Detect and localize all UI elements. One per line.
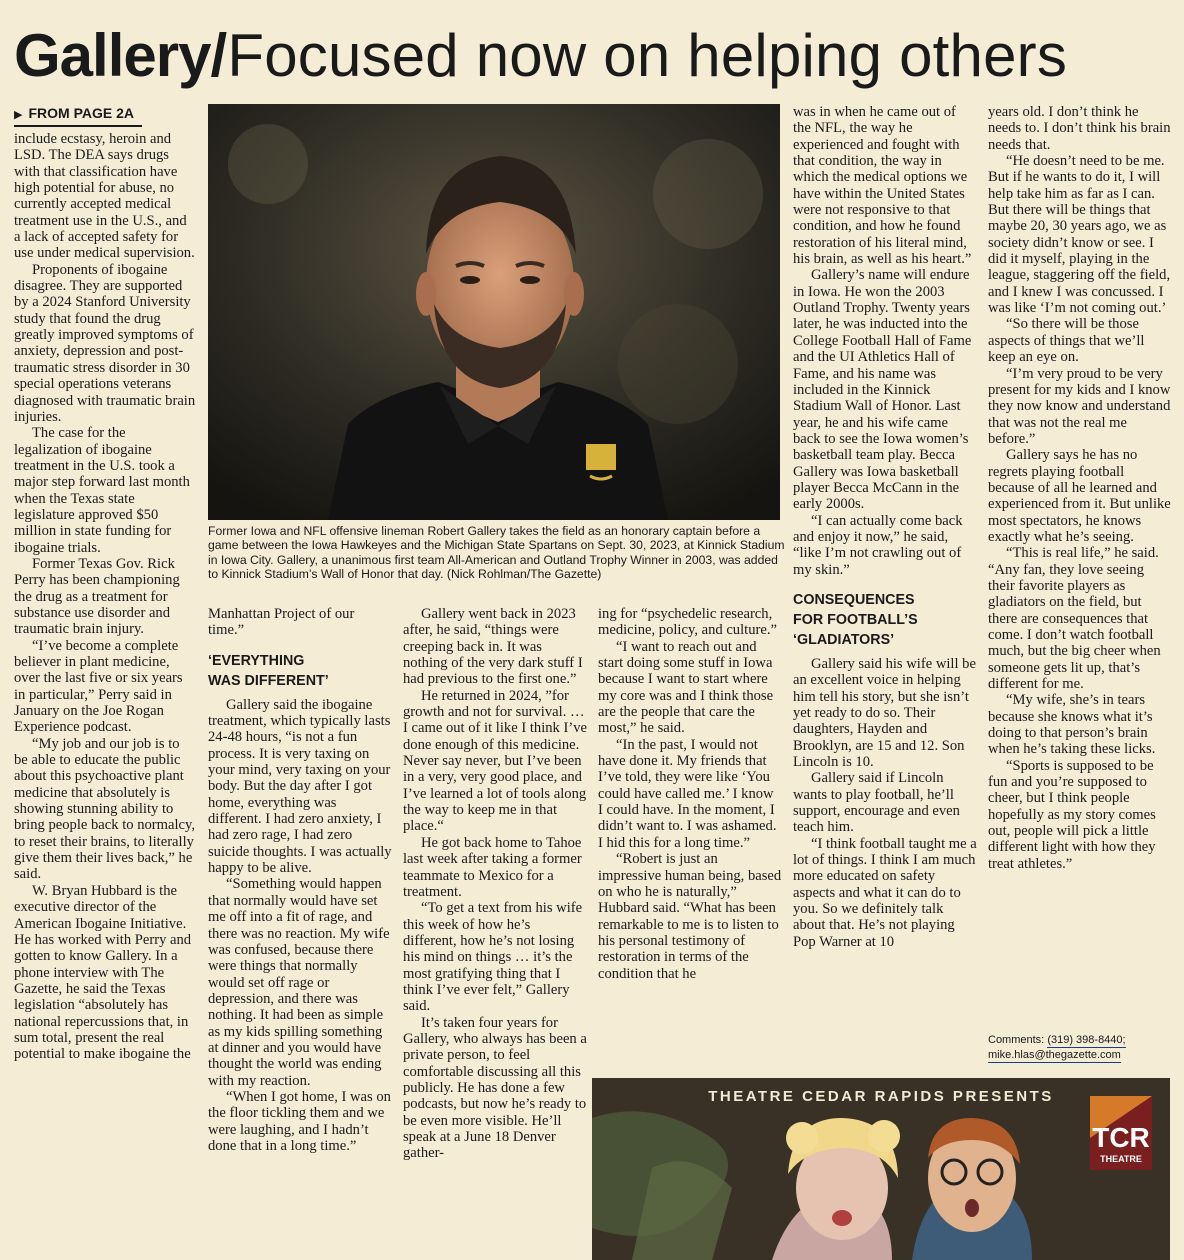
subhead-line: ‘EVERYTHING: [208, 652, 305, 669]
play-arrow-icon: ▶: [14, 109, 23, 121]
headline-bold: Gallery: [14, 22, 211, 89]
paragraph: “I’ve become a complete believer in plant medicine, over the last five or six years in particular,” Perry said in January on the Joe Rogan Experience podcast.: [14, 637, 183, 736]
paragraph: “I want to reach out and start doing some stuff in Iowa because I want to start where my core was and I think those are the people that care the most,” he said.: [598, 638, 774, 737]
paragraph: Gallery went back in 2023 after, he said, “things were creeping back in. It was nothing of the very dark stuff I had previous to the first one.”: [403, 606, 583, 688]
paragraph: “Robert is just an impressive human being, based on who he is naturally,” Hubbard said. “What has been remarkable to me is to listen to his personal testimony of restoration in terms of the condition that he: [598, 851, 782, 982]
paragraph: Gallery said his wife will be an excellent voice in helping him tell his story, but she isn’t yet ready to do so. Their daughters, Hayden and Brooklyn, are 15 and 12. Son Lincoln is 10.: [793, 655, 976, 771]
paragraph: “Sports is supposed to be fun and you’re supposed to cheer, but I think people hopefully as my story comes out, people will pick a little different light with how they treat athletes.”: [988, 757, 1156, 872]
article-column-3: [403, 606, 587, 1254]
article-column-6: [988, 104, 1171, 1026]
paragraph: He got back home to Tahoe last week after taking a former teammate to Mexico for a treatment.: [403, 834, 582, 900]
article-column-4: [598, 606, 782, 1070]
paragraph: Gallery said the ibogaine treatment, which typically lasts 24-48 hours, “is not a fun process. It is very taxing on your mind, very taxing on your body. But the day after I got home, everything was different. I had zero anxiety, I had zero rage, I had zero suicide thoughts. I was actually happy to be alive.: [208, 696, 392, 877]
headline-slash: /: [210, 22, 228, 89]
comments-phone-link[interactable]: (319) 398-8440;: [1047, 1034, 1126, 1046]
subhead-line: WAS DIFFERENT’: [208, 672, 329, 689]
article-column-5: [793, 104, 977, 1068]
paragraph: Manhattan Project of our time.”: [208, 606, 355, 639]
paragraph: He returned in 2024, ”for growth and not for survival. … I came out of it like I think I’ve done enough of this medicine. Never say never, but I’ve been in a very, very good place, and I’ve learned a lot of tools along the way to keep me in that place.“: [403, 687, 587, 835]
article-column-1: [14, 104, 196, 1254]
comments-email-link[interactable]: mike.hlas@thegazette.com: [988, 1049, 1121, 1061]
subhead-line: CONSEQUENCES: [793, 591, 915, 608]
paragraph: “When I got home, I was on the floor tickling them and we were laughing, and I hadn’t done that in a long time.”: [208, 1088, 391, 1154]
paragraph: W. Bryan Hubbard is the executive director of the American Ibogaine Initiative. He has worked with Perry and gotten to know Gallery. In a phone interview with The Gazette, he said the Texas legislation “absolutely has national repercussions that, in sum total, present the real potential to make ibogaine the: [14, 882, 192, 1063]
paragraph: was in when he came out of the NFL, the way he experienced and fought with that condition, the way in which the medical options we have within the United States were not responsive to that condition, and how he found restoration of his literal mind, his brain, as well as his heart.”: [793, 104, 972, 268]
paragraph: ing for “psychedelic research, medicine, policy, and culture.”: [598, 606, 777, 639]
headline: [14, 14, 1174, 98]
ad-headline: THEATRE CEDAR RAPIDS PRESENTS: [708, 1088, 1054, 1105]
paragraph: “To get a text from his wife this week of how he’s different, how he’s not losing his mind on things … it’s the most gratifying thing that I think I’ve ever felt,” Gallery said.: [403, 900, 583, 1015]
photo-illustration: [208, 104, 780, 520]
paragraph: years old. I don’t think he needs to. I don’t think his brain needs that.: [988, 104, 1171, 153]
paragraph: “In the past, I would not have done it. My friends that I’ve told, they were like ‘You could have called me.’ I know I could have. In the moment, I didn’t want to. I was ashamed. I hid this for a long time.”: [598, 736, 777, 851]
paragraph: “My wife, she’s in tears because she knows what it’s doing to that person’s brain when he’s taking these licks.: [988, 692, 1156, 758]
paragraph: Proponents of ibogaine disagree. They are supported by a 2024 Stanford University study that found the drug greatly improved symptoms of anxiety, depression and post-traumatic stress disorder in 30 special operations veterans diagnosed with traumatic brain injuries.: [14, 261, 196, 425]
article-photo: [208, 104, 780, 520]
paragraph: It’s taken four years for Gallery, who always has been a private person, to feel comfortable discussing all this publicly. He has done a few podcasts, but now he’s ready to be even more visible. He’ll speak at a June 18 Denver gather-: [403, 1014, 587, 1162]
section-subhead: [208, 651, 393, 691]
paragraph: Gallery’s name will endure in Iowa. He won the 2003 Outland Trophy. Twenty years later, he was inducted into the College Football Hall of Fame and the UI Athletics Hall of Fame, and his name was included in the Kinnick Stadium Wall of Honor. Last year, he and his wife came back to see the Iowa women’s basketball team play. Becca Gallery was Iowa basketball player Becca McCann in the early 2000s.: [793, 267, 972, 513]
tcr-logo-subtext: THEATRE: [1100, 1154, 1142, 1164]
jump-label: FROM PAGE 2A: [28, 105, 134, 121]
paragraph: “Something would happen that normally would have set me off into a fit of rage, and there was no reaction. My wife was confused, because there were things that normally would set off rage or depression, and there was nothing. It had been as simple as my kids spilling something at dinner and you would have thought the world was ending with my reaction.: [208, 876, 390, 1089]
tcr-logo-text: TCR: [1092, 1122, 1150, 1153]
paragraph: Gallery said if Lincoln wants to play football, he’ll support, encourage and even teach him.: [793, 770, 960, 836]
subhead-line: FOR FOOTBALL’S: [793, 611, 918, 628]
paragraph: “I think football taught me a lot of things. I think I am much more educated on safety aspects and what it can do to you. So we definitely talk about that. He’s not playing Pop Warner at 10: [793, 835, 977, 950]
paragraph: “This is real life,” he said. “Any fan, they love seeing their favorite players as gladiators on the field, but there are consequences that come. I don’t watch football much, but the big cheer when someone gets lit up, that’s different for me.: [988, 545, 1161, 693]
subhead-line: ‘GLADIATORS’: [793, 631, 895, 648]
section-subhead: [793, 590, 977, 650]
paragraph: “I’m very proud to be very present for my kids and I know they now know and understand that was not the real me before.”: [988, 365, 1171, 447]
paragraph: “My job and our job is to be able to educate the public about this psychoactive plant medicine that absolutely is showing stunning ability to bring people back to normalcy, to reset their brains, to literally give them their lives back,” he said.: [14, 735, 196, 883]
paragraph: “I can actually come back and enjoy it now,” he said, “like I’m not crawling out of my skin.”: [793, 512, 963, 578]
paragraph: Gallery says he has no regrets playing football because of all he learned and experienced from it. But unlike most spectators, he knows exactly what he’s seeing.: [988, 447, 1171, 545]
paragraph: include ecstasy, heroin and LSD. The DEA says drugs with that classification have high potential for abuse, no currently accepted medical treatment use in the U.S., and a lack of accepted safety for use under medical supervision.: [14, 131, 195, 262]
paragraph: “So there will be those aspects of things that we’ll keep an eye on.: [988, 316, 1145, 366]
jump-line[interactable]: [14, 104, 142, 127]
comments-contact: [988, 1033, 1158, 1063]
paragraph: Former Texas Gov. Rick Perry has been championing the drug as a treatment for substance use disorder and traumatic brain injury.: [14, 555, 180, 638]
paragraph: “He doesn’t need to be me. But if he wants to do it, I will help take him as far as I can. But there will be things that maybe 20, 30 years ago, we as society didn’t know or see. I did it myself, playing in the league, staggering off the field, and I knew I was concussed. I was like ‘I’m not coming out.’: [988, 153, 1171, 317]
comments-label: Comments:: [988, 1034, 1045, 1046]
headline-title: Focused now on helping others: [227, 22, 1068, 89]
tcr-logo: [1090, 1096, 1152, 1170]
theatre-advertisement[interactable]: [592, 1078, 1170, 1260]
article-column-2: [208, 606, 393, 1254]
ad-illustration: [592, 1078, 1170, 1260]
photo-caption: Former Iowa and NFL offensive lineman Robert Gallery takes the field as an honorary captain before a game between the Iowa Hawkeyes and the Michigan State Spartans on Sept. 30, 2023, at Kinnick Stadium in Iowa City. Gallery, a unanimous first team All-American and Outland Trophy Winner in 2003, was added to Kinnick Stadium’s Wall of Honor that day. (Nick Rohlman/The Gazette): [208, 524, 785, 582]
paragraph: The case for the legalization of ibogaine treatment in the U.S. took a major step forward last month when the Texas state legislature approved $50 million in state funding for ibogaine trials.: [14, 425, 190, 556]
